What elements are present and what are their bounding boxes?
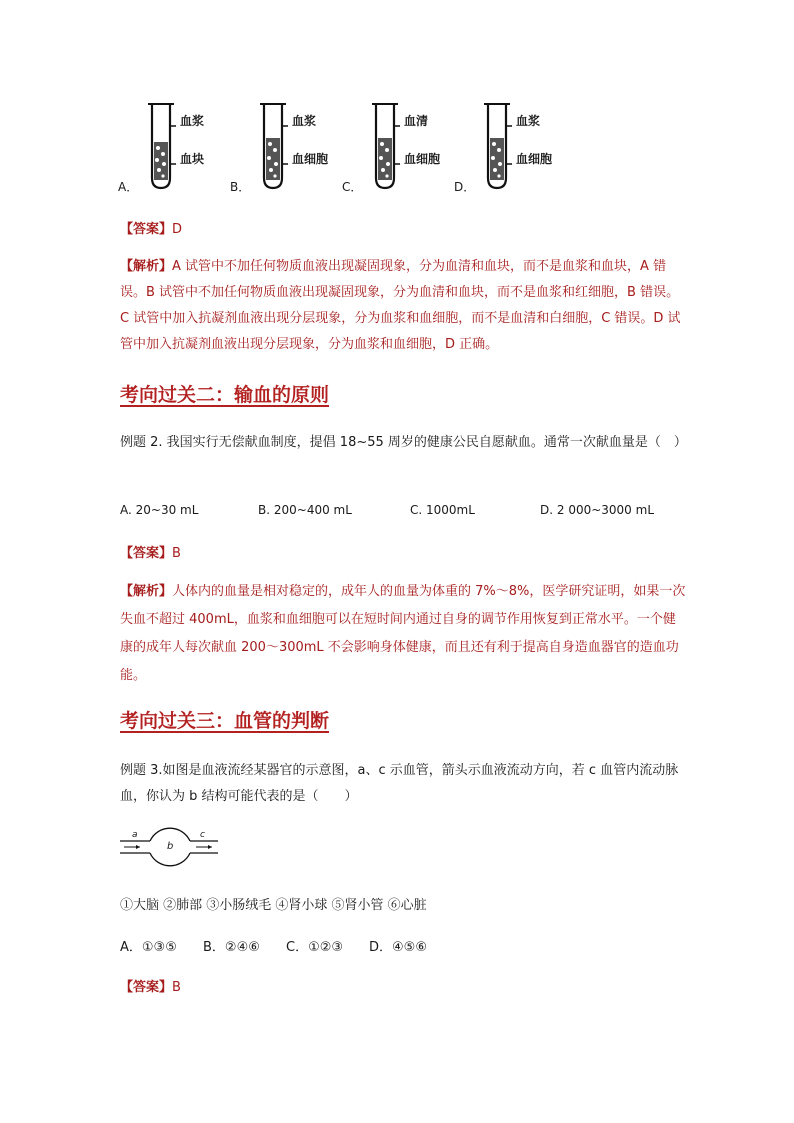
- answer-value: B: [172, 546, 181, 561]
- vessel-c-label: c: [200, 830, 205, 840]
- question-2: 例题 2. 我国实行无偿献血制度，提倡 18~55 周岁的健康公民自愿献血。通常一次献血量是（ ）: [120, 435, 687, 450]
- option-b: B．②④⑥: [203, 940, 260, 955]
- option-b: B. 200~400 mL: [258, 503, 352, 517]
- option-letter: A．: [118, 180, 139, 194]
- answer-value: D: [172, 222, 183, 237]
- option-a: A．①③⑤: [120, 940, 177, 955]
- analysis-tag: 【解析】: [120, 584, 173, 599]
- vessel-a-label: a: [132, 830, 138, 840]
- option-d: D．④⑤⑥: [369, 940, 427, 955]
- option-c: C．①②③: [286, 940, 344, 955]
- analysis-text: A 试管中不加任何物质血液出现凝固现象，分为血清和血块，而不是血浆和血块，A 错误。B 试管中不加任何物质血液出现凝固现象，分为血清和血块，而不是血浆和红细胞，B 错误。C 试管中加入抗凝剂血液出现分层现象，分为血浆和血细胞，而不是血清和白细胞，C 错误。D 试管中加入抗凝剂血液出现分层现象，分为血浆和血细胞，D 正确。: [120, 259, 681, 352]
- tube-bottom-label: 血细胞: [292, 152, 329, 166]
- test-tube-icon: [146, 102, 176, 190]
- q2-analysis: [120, 578, 688, 690]
- option-d-tube: [454, 96, 594, 196]
- tube-bottom-label: 血块: [180, 152, 205, 166]
- tube-bottom-label: 血细胞: [516, 152, 553, 166]
- option-letter: D．: [454, 180, 476, 194]
- vessel-diagram: [120, 822, 220, 872]
- test-tube-icon: [370, 102, 400, 190]
- option-a: A. 20~30 mL: [120, 503, 199, 517]
- section-heading-3: 考向过关三：血管的判断: [120, 710, 330, 732]
- test-tube-icon: [482, 102, 512, 190]
- tube-top-label: 血清: [404, 114, 429, 128]
- q1-answer: [120, 218, 182, 237]
- answer-tag: 【答案】: [120, 546, 173, 561]
- option-letter: B．: [230, 180, 251, 194]
- option-c: C. 1000mL: [410, 503, 475, 517]
- tube-top-label: 血浆: [180, 114, 205, 128]
- q2-answer: [120, 542, 181, 561]
- analysis-text: 人体内的血量是相对稳定的，成年人的血量为体重的 7%～8%，医学研究证明，如果一次失血不超过 400mL，血浆和血细胞可以在短时间内通过自身的调节作用恢复到正常水平。一个健康的成年人每次献血 200～300mL 不会影响身体健康，而且还有利于提高自身造血器官的造血功能。: [120, 584, 686, 683]
- analysis-tag: 【解析】: [120, 259, 173, 274]
- answer-tag: 【答案】: [120, 980, 173, 995]
- answer-value: B: [172, 980, 181, 995]
- q3-answer: [120, 976, 181, 995]
- option-letter: C．: [342, 180, 363, 194]
- structure-items: ①大脑 ②肺部 ③小肠绒毛 ④肾小球 ⑤肾小管 ⑥心脏: [120, 898, 427, 913]
- tube-top-label: 血浆: [292, 114, 317, 128]
- tube-bottom-label: 血细胞: [404, 152, 441, 166]
- section-heading-2: 考向过关二：输血的原则: [120, 384, 330, 406]
- tube-top-label: 血浆: [516, 114, 541, 128]
- test-tube-icon: [258, 102, 288, 190]
- question-3: 例题 3.如图是血液流经某器官的示意图，a、c 示血管，箭头示血液流动方向，若 c 血管内流动脉血，你认为 b 结构可能代表的是（ ）: [120, 763, 679, 804]
- q1-analysis: [120, 254, 688, 358]
- answer-tag: 【答案】: [120, 222, 173, 237]
- structure-b-label: b: [167, 841, 174, 852]
- option-d: D. 2 000~3000 mL: [540, 503, 655, 517]
